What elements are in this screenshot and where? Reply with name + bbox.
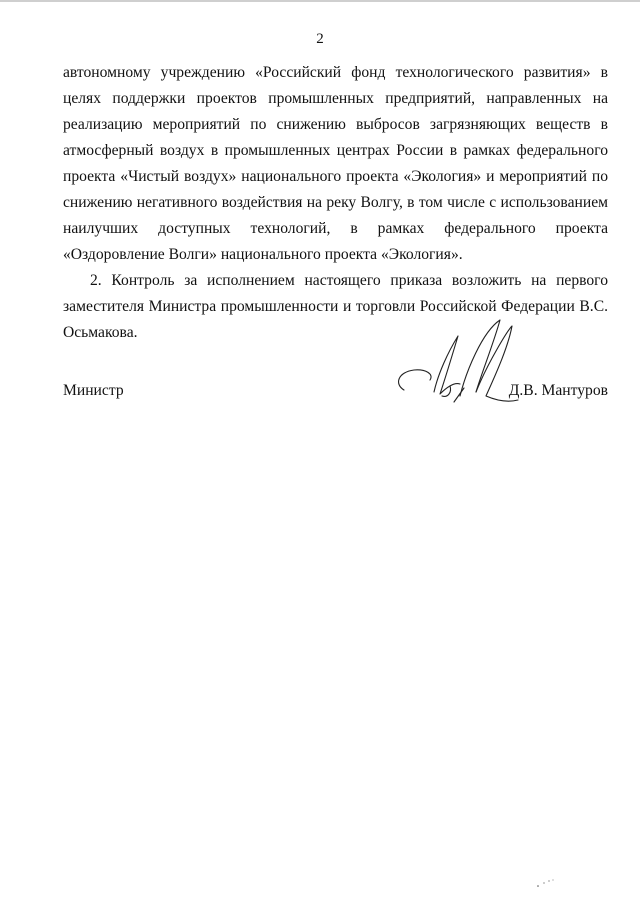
page-number: 2 [316,31,324,47]
paragraph-item-2: 2. Контроль за исполнением настоящего приказа возложить на первого заместителя Министра промышленности и торговли Российской Федерации В.С. Осьмакова. [63,272,608,341]
signatory-position: Министр [63,382,124,399]
signature-block [63,378,608,408]
page-top-edge [0,0,640,2]
document-body [63,60,608,346]
signatory-name: Д.В. Мантуров [508,382,608,399]
paragraph-continuation: автономному учреждению «Российский фонд технологического развития» в целях поддержки проектов промышленных предприятий, направленных на реализацию мероприятий по снижению выбросов загрязняющих веществ в атмосферный воздух в промышленных центрах России в рамках федерального проекта «Чистый воздух» национального проекта «Экология» и мероприятий по снижению негативного воздействия на реку Волгу, в том числе с использованием наилучших доступных технологий, в рамках федерального проекта «Оздоровление Волги» национального проекта «Экология». [63,64,608,263]
scan-mark [530,876,560,890]
